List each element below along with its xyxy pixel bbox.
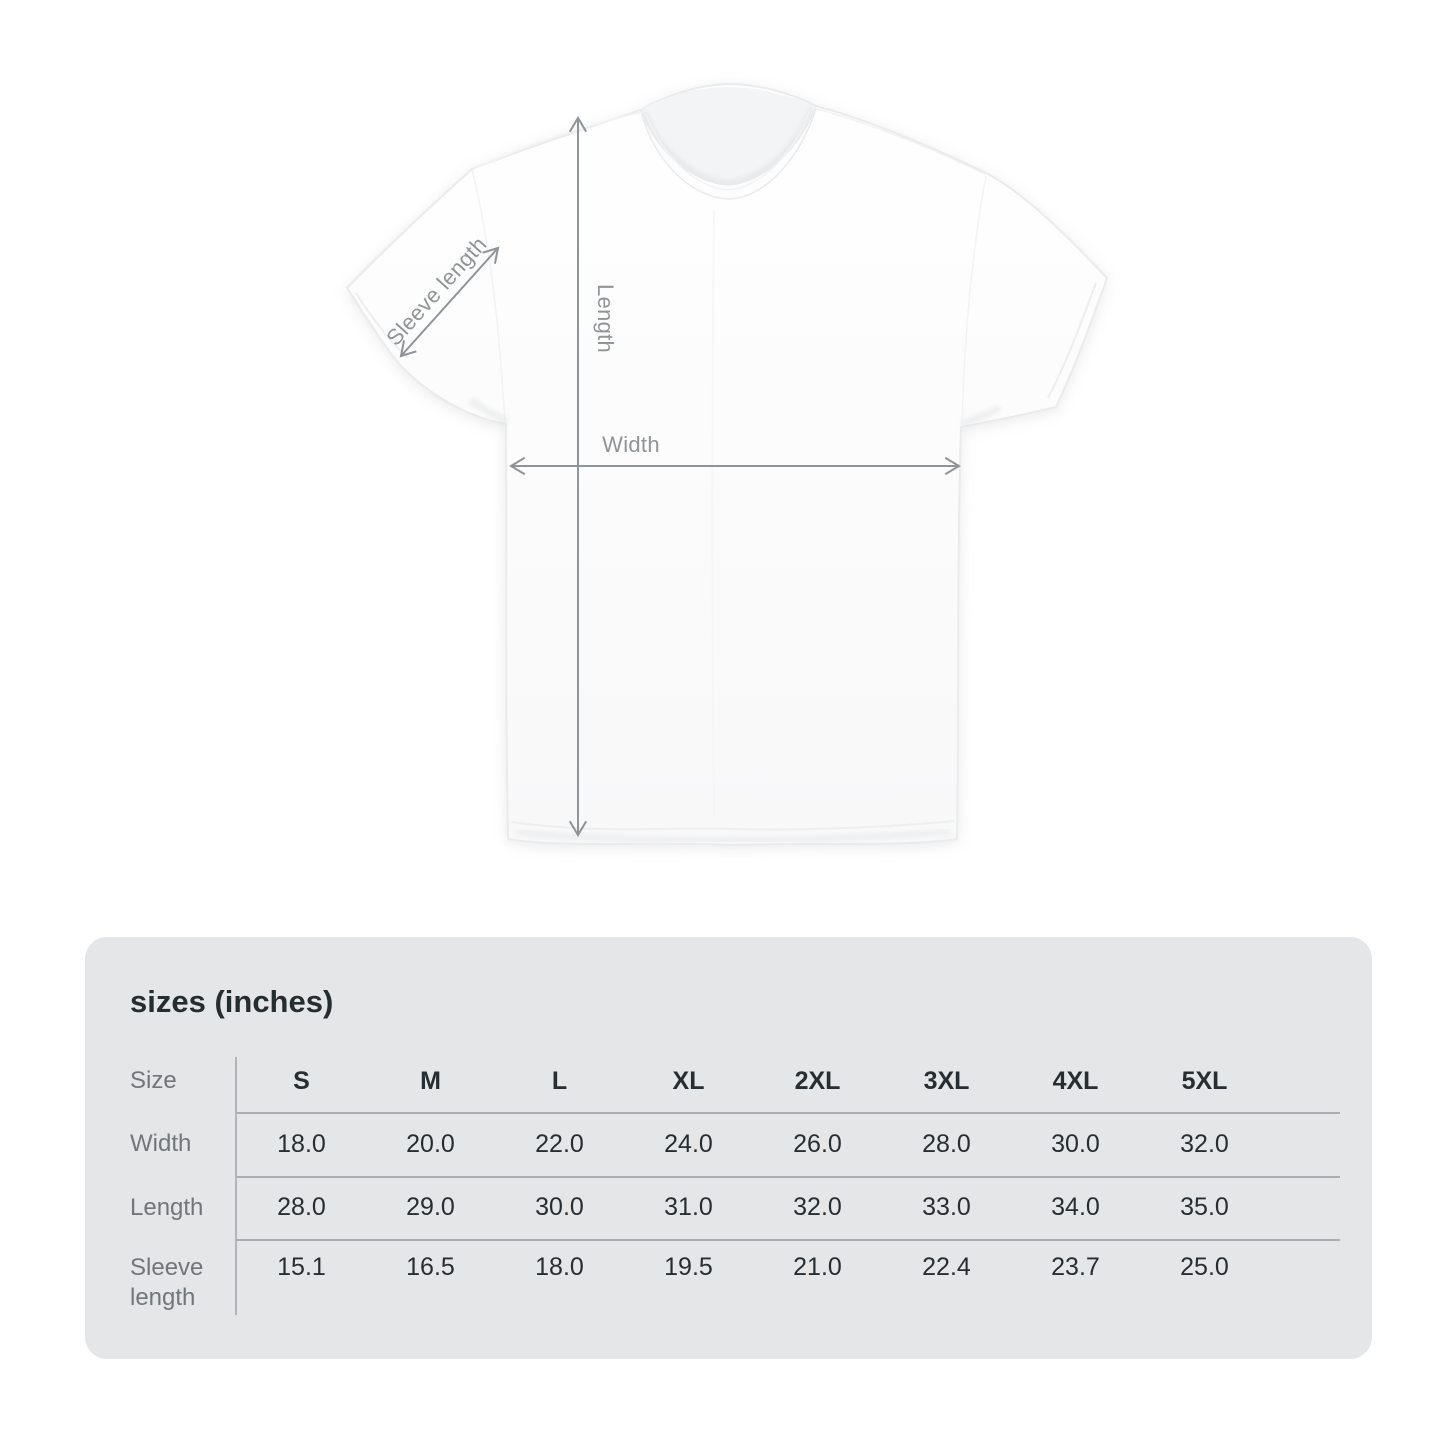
col-header-2xl: 2XL	[794, 1066, 841, 1095]
table-row-sleeve-length	[130, 1239, 1340, 1332]
col-header-4xl: 4XL	[1052, 1066, 1099, 1095]
table-cell: 19.5	[664, 1253, 713, 1281]
row-label: Width	[130, 1130, 192, 1157]
table-cell: 22.0	[535, 1129, 584, 1158]
col-header-l: L	[551, 1066, 568, 1095]
col-header-xl: XL	[672, 1066, 705, 1095]
table-cell: 31.0	[664, 1193, 713, 1221]
row-label: Length	[130, 1193, 204, 1221]
table-cell: 28.0	[277, 1193, 326, 1221]
table-cell: 22.4	[922, 1253, 971, 1281]
table-cell: 32.0	[1180, 1129, 1229, 1158]
table-cell: 29.0	[406, 1193, 455, 1221]
table-cell: 26.0	[793, 1129, 842, 1158]
col-header-m: M	[420, 1066, 441, 1095]
table-cell: 30.0	[535, 1193, 584, 1221]
table-cell: 24.0	[664, 1129, 713, 1158]
table-cell: 34.0	[1051, 1193, 1100, 1221]
table-cell: 28.0	[922, 1129, 971, 1158]
table-cell: 25.0	[1180, 1253, 1229, 1281]
width-label: Width	[602, 432, 660, 457]
size-table	[130, 1050, 1340, 1332]
panel-title: sizes (inches)	[130, 984, 334, 1019]
table-cell: 18.0	[535, 1253, 584, 1281]
col-header-s: S	[293, 1066, 310, 1095]
table-cell: 15.1	[277, 1253, 326, 1281]
table-cell: 33.0	[922, 1193, 971, 1221]
length-label: Length	[593, 284, 618, 354]
col-header-5xl: 5XL	[1181, 1066, 1228, 1095]
tshirt-illustration	[347, 84, 1107, 845]
table-cell: 32.0	[793, 1193, 842, 1221]
col-header-3xl: 3XL	[923, 1066, 970, 1095]
table-cell: 21.0	[793, 1253, 842, 1281]
table-cell: 23.7	[1051, 1253, 1100, 1281]
row-divider	[237, 1239, 1340, 1241]
table-cell: 16.5	[406, 1253, 455, 1281]
table-cell: 20.0	[406, 1129, 455, 1158]
table-cell: 35.0	[1180, 1193, 1229, 1221]
row-divider	[237, 1176, 1340, 1178]
table-row-length	[130, 1176, 1340, 1239]
corner-label: Size	[130, 1067, 177, 1094]
sizes-panel	[85, 937, 1372, 1359]
table-header-row	[130, 1050, 1340, 1112]
sleeve-length-label: Sleeve length	[381, 231, 492, 351]
table-cell: 18.0	[277, 1129, 326, 1158]
row-label: Sleeve length	[130, 1254, 204, 1311]
table-row-width	[130, 1112, 1340, 1176]
row-divider	[237, 1112, 1340, 1114]
table-cell: 30.0	[1051, 1129, 1100, 1158]
